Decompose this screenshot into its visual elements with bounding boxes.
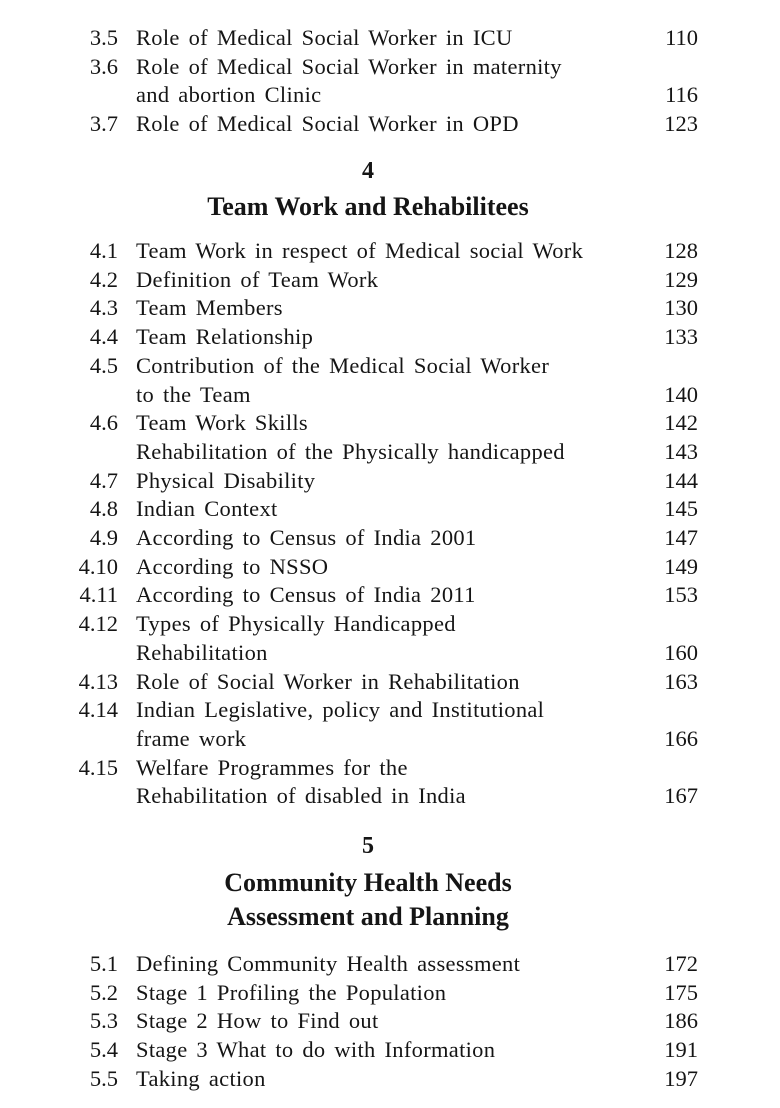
section-title: Rehabilitation — [136, 639, 268, 665]
section-title: to the Team — [136, 381, 251, 407]
section-title: Role of Medical Social Worker in ICU — [136, 25, 513, 50]
section-title: Rehabilitation of disabled in India — [136, 783, 466, 809]
page-number: 129 — [664, 266, 698, 292]
toc-entry — [0, 696, 780, 753]
toc-entry — [0, 438, 780, 467]
page-number: 166 — [664, 725, 698, 751]
page-number: 145 — [664, 496, 698, 522]
section-number: 4.1 — [89, 238, 118, 263]
section-number: 5.1 — [89, 951, 118, 976]
section-number: 4.15 — [78, 754, 118, 780]
toc-entry — [0, 668, 780, 697]
page-number: 153 — [664, 582, 698, 608]
section-number: 4.7 — [89, 467, 118, 493]
toc-entry — [0, 24, 780, 53]
section-title: Indian Legislative, policy and Institutional — [136, 697, 545, 723]
section-title: Team Members — [136, 295, 283, 321]
page-number: 197 — [664, 1065, 698, 1091]
section-title: Team Relationship — [136, 324, 314, 350]
toc-entry — [0, 1065, 780, 1094]
chapter5-title-line1: Community Health Needs — [224, 868, 512, 897]
page-number: 123 — [664, 111, 698, 137]
section-title: Team Work Skills — [136, 410, 308, 436]
section-number: 3.5 — [89, 25, 118, 50]
toc-entry — [0, 110, 780, 139]
page-number: 160 — [664, 639, 698, 665]
page-number: 175 — [664, 979, 698, 1005]
toc-chapter5-entries — [0, 950, 780, 1094]
section-title: Contribution of the Medical Social Worker — [136, 352, 550, 378]
toc-entry — [0, 467, 780, 496]
section-title: Team Work in respect of Medical social Work — [136, 238, 584, 263]
toc-entry — [0, 754, 780, 811]
section-title: Indian Context — [136, 496, 278, 522]
section-number: 4.4 — [89, 324, 118, 350]
page-number: 172 — [664, 951, 698, 976]
toc-entry — [0, 53, 780, 110]
toc-entry — [0, 323, 780, 352]
page-number: 140 — [664, 381, 698, 407]
chapter4-number: 4 — [362, 158, 374, 184]
section-title: Defining Community Health assessment — [136, 951, 521, 976]
section-number: 3.7 — [89, 111, 118, 137]
section-title: Rehabilitation of the Physically handicapped — [136, 438, 565, 464]
toc-entry — [0, 409, 780, 438]
page-number: 186 — [664, 1008, 698, 1034]
section-number: 4.11 — [79, 582, 118, 608]
toc-entry — [0, 352, 780, 409]
section-number: 3.6 — [89, 53, 118, 79]
toc-entry — [0, 266, 780, 295]
toc-entry — [0, 553, 780, 582]
section-number: 4.5 — [89, 352, 118, 378]
page-number: 143 — [664, 438, 698, 464]
section-number: 4.8 — [89, 496, 118, 522]
toc-chapter4-entries — [0, 237, 780, 811]
section-title: Role of Social Worker in Rehabilitation — [136, 668, 520, 694]
toc-entry — [0, 524, 780, 553]
page-number: 191 — [664, 1037, 698, 1063]
section-title: Definition of Team Work — [136, 266, 379, 292]
toc-entry — [0, 495, 780, 524]
page-number: 133 — [664, 324, 698, 350]
page-number: 144 — [664, 467, 698, 493]
chapter5-title-line2: Assessment and Planning — [227, 902, 509, 931]
section-title: Stage 3 What to do with Information — [136, 1037, 496, 1063]
chapter4-title: Team Work and Rehabilitees — [207, 192, 529, 221]
page-number: 149 — [664, 553, 698, 579]
toc-entry — [0, 610, 780, 667]
section-title: According to Census of India 2011 — [136, 582, 476, 608]
section-number: 5.4 — [89, 1037, 118, 1063]
section-title: Role of Medical Social Worker in maternity — [136, 53, 562, 79]
page-number: 142 — [664, 410, 698, 436]
page-number: 116 — [665, 82, 698, 108]
section-title: According to NSSO — [136, 553, 329, 579]
page-number: 167 — [664, 783, 698, 809]
toc-entry — [0, 581, 780, 610]
section-number: 4.6 — [89, 410, 118, 436]
section-title: Taking action — [136, 1065, 266, 1091]
toc-chapter3-tail — [0, 24, 780, 139]
page-number: 147 — [664, 525, 698, 551]
toc-entry — [0, 979, 780, 1008]
section-number: 4.13 — [78, 668, 118, 694]
section-number: 4.9 — [89, 525, 118, 551]
section-title: frame work — [136, 725, 247, 751]
section-number: 4.10 — [78, 553, 118, 579]
section-number: 5.5 — [89, 1065, 118, 1091]
chapter5-number: 5 — [362, 833, 374, 859]
page-number: 163 — [664, 668, 698, 694]
page-number: 130 — [664, 295, 698, 321]
section-title: Types of Physically Handicapped — [136, 611, 456, 637]
toc-entry — [0, 294, 780, 323]
toc-entry — [0, 1036, 780, 1065]
toc-entry — [0, 1007, 780, 1036]
section-number: 4.2 — [89, 266, 118, 292]
section-title: Physical Disability — [136, 467, 316, 493]
page-number: 128 — [664, 238, 698, 263]
section-title: Welfare Programmes for the — [136, 754, 408, 780]
page-number: 110 — [665, 25, 698, 50]
section-title: Stage 1 Profiling the Population — [136, 979, 447, 1005]
toc-entry — [0, 950, 780, 979]
section-title: Role of Medical Social Worker in OPD — [136, 111, 519, 137]
section-title: Stage 2 How to Find out — [136, 1008, 379, 1034]
section-title: According to Census of India 2001 — [136, 525, 477, 551]
toc-entry — [0, 237, 780, 266]
section-number: 5.3 — [89, 1008, 118, 1034]
section-number: 4.14 — [78, 697, 118, 723]
section-number: 4.12 — [78, 611, 118, 637]
section-number: 5.2 — [89, 979, 118, 1005]
section-title: and abortion Clinic — [136, 82, 322, 108]
section-number: 4.3 — [89, 295, 118, 321]
